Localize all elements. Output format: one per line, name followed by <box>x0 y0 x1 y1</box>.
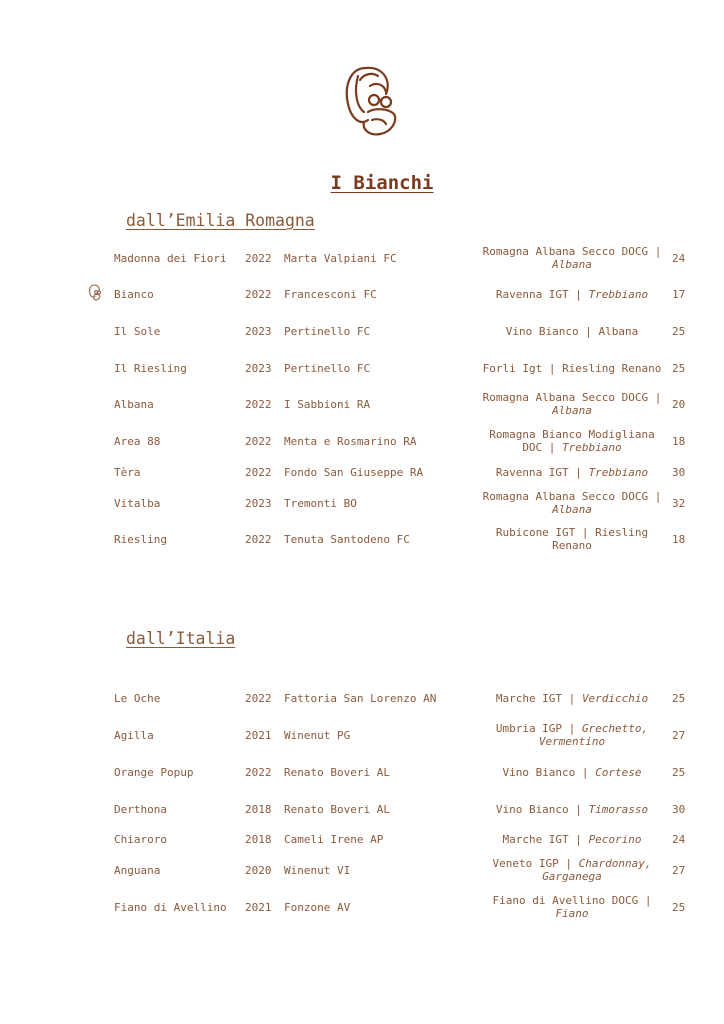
wine-appellation: Romagna Bianco Modigliana DOC | Trebbiano <box>489 428 655 454</box>
appellation-text: Vino Bianco <box>495 802 569 816</box>
appellation-text: Umbria IGP <box>495 722 563 735</box>
wine-producer <box>284 240 469 276</box>
wine-price-text: 18 <box>672 434 686 448</box>
wine-year-text: 2022 <box>245 251 272 265</box>
grape-text: Trebbiano <box>562 441 622 454</box>
wine-year-text: 2021 <box>245 900 272 914</box>
wine-name <box>114 485 239 521</box>
wine-name-text: Derthona <box>114 802 167 816</box>
wine-producer <box>284 680 469 716</box>
grape-text: Chardonnay, Garganega <box>542 857 652 883</box>
wine-name <box>114 852 239 888</box>
wine-year <box>245 313 281 349</box>
wine-appellation: Ravenna IGT | Trebbiano <box>495 465 649 479</box>
appellation-text: Marche IGT <box>502 832 569 846</box>
wine-price <box>672 350 696 386</box>
wine-name <box>114 521 239 557</box>
wine-name <box>114 350 239 386</box>
wine-price-text: 32 <box>672 496 686 510</box>
wine-producer <box>284 485 469 521</box>
wine-year-text: 2022 <box>245 287 272 301</box>
section-heading-italia: dall’Italia <box>126 629 236 648</box>
appellation-text: Romagna Albana Secco DOCG <box>482 490 649 503</box>
appellation-text: Rubicone IGT | Riesling Renano <box>495 526 649 552</box>
wine-row <box>0 521 724 557</box>
wine-price-text: 30 <box>672 802 686 816</box>
wine-row <box>0 240 724 276</box>
wine-price-text: 25 <box>672 691 686 705</box>
wine-name-text: Madonna dei Fiori <box>114 251 227 265</box>
brand-logo-icon <box>336 60 406 140</box>
appellation-text: Ravenna IGT <box>495 287 569 301</box>
wine-name-text: Il Riesling <box>114 361 187 375</box>
wine-row <box>0 717 724 753</box>
grape-text: Albana <box>552 258 592 271</box>
appellation-text: Vino Bianco | Albana <box>505 324 639 338</box>
wine-producer <box>284 852 469 888</box>
wine-producer-text: I Sabbioni RA <box>284 397 371 411</box>
wine-name-text: Vitalba <box>114 496 161 510</box>
wine-price <box>672 276 696 312</box>
wine-appellation: Vino Bianco | Timorasso <box>495 802 649 816</box>
wine-year-text: 2022 <box>245 434 272 448</box>
wine-name-text: Il Sole <box>114 324 161 338</box>
wine-name <box>114 754 239 790</box>
appellation-text: Vino Bianco <box>502 765 576 779</box>
wine-name <box>114 717 239 753</box>
wine-price <box>672 754 696 790</box>
wine-producer <box>284 313 469 349</box>
wine-appellation: Veneto IGP | Chardonnay, Garganega <box>492 857 652 883</box>
wine-row <box>0 276 724 312</box>
wine-year-text: 2022 <box>245 765 272 779</box>
grape-text: Timorasso <box>588 802 649 816</box>
wine-producer-text: Cameli Irene AP <box>284 832 384 846</box>
wine-year <box>245 717 281 753</box>
wine-producer-text: Winenut PG <box>284 728 351 742</box>
grape-text: Verdicchio <box>581 691 649 705</box>
wine-producer-text: Renato Boveri AL <box>284 802 390 816</box>
wine-name <box>114 386 239 422</box>
wine-appellation: Fiano di Avellino DOCG | Fiano <box>492 894 652 920</box>
wine-year <box>245 485 281 521</box>
wine-price-text: 25 <box>672 361 686 375</box>
wine-appellation: Romagna Albana Secco DOCG | Albana <box>482 245 662 271</box>
appellation-text: Veneto IGP <box>492 857 559 870</box>
wine-price-text: 24 <box>672 832 686 846</box>
wine-producer-text: Francesconi FC <box>284 287 377 301</box>
wine-name-text: Riesling <box>114 532 167 546</box>
wine-name-text: Tèra <box>114 465 141 479</box>
wine-row <box>0 680 724 716</box>
wine-producer-text: Fondo San Giuseppe RA <box>284 465 424 479</box>
wine-price <box>672 680 696 716</box>
grape-text: Trebbiano <box>588 465 649 479</box>
grape-text: Grechetto, Vermentino <box>538 722 649 748</box>
wine-name <box>114 240 239 276</box>
wine-price <box>672 717 696 753</box>
wine-year <box>245 386 281 422</box>
wine-price <box>672 852 696 888</box>
wine-row <box>0 350 724 386</box>
appellation-text: Romagna Albana Secco DOCG <box>482 245 649 258</box>
wine-appellation: Marche IGT | Pecorino <box>502 832 642 846</box>
wine-appellation <box>478 313 666 349</box>
wine-producer-text: Winenut VI <box>284 863 351 877</box>
appellation-text: Fiano di Avellino DOCG <box>492 894 639 907</box>
wine-price-text: 27 <box>672 863 686 877</box>
wine-producer-text: Menta e Rosmarino RA <box>284 434 417 448</box>
wine-year <box>245 754 281 790</box>
wine-year <box>245 276 281 312</box>
wine-row <box>0 852 724 888</box>
appellation-text: Romagna Albana Secco DOCG <box>482 391 649 404</box>
wine-price-text: 25 <box>672 765 686 779</box>
wine-producer <box>284 717 469 753</box>
wine-name <box>114 313 239 349</box>
wine-producer-text: Tremonti BO <box>284 496 357 510</box>
wine-year-text: 2022 <box>245 465 272 479</box>
appellation-text: Romagna Bianco Modigliana DOC <box>489 428 655 454</box>
wine-price <box>672 521 696 557</box>
wine-producer <box>284 754 469 790</box>
wine-year-text: 2022 <box>245 532 272 546</box>
wine-appellation: Romagna Albana Secco DOCG | Albana <box>482 490 662 516</box>
wine-year <box>245 852 281 888</box>
wine-producer-text: Pertinello FC <box>284 361 371 375</box>
wine-name-text: Anguana <box>114 863 161 877</box>
wine-price <box>672 485 696 521</box>
wine-producer <box>284 521 469 557</box>
grape-text: Trebbiano <box>588 287 649 301</box>
grape-text: Albana <box>552 503 592 516</box>
wine-appellation <box>478 521 666 557</box>
grape-text: Albana <box>552 404 592 417</box>
wine-year <box>245 889 281 925</box>
wine-price-text: 17 <box>672 287 686 301</box>
wine-price <box>672 313 696 349</box>
wine-appellation: Romagna Albana Secco DOCG | Albana <box>482 391 662 417</box>
appellation-text: Marche IGT <box>495 691 563 705</box>
wine-row <box>0 889 724 925</box>
wine-name-text: Chiaroro <box>114 832 167 846</box>
wine-appellation: Umbria IGP | Grechetto, Vermentino <box>495 722 649 748</box>
wine-year-text: 2022 <box>245 397 272 411</box>
wine-year-text: 2021 <box>245 728 272 742</box>
wine-year <box>245 350 281 386</box>
wine-year-text: 2022 <box>245 691 272 705</box>
wine-row <box>0 313 724 349</box>
grape-text: Fiano <box>555 907 589 920</box>
wine-price <box>672 386 696 422</box>
wine-price-text: 25 <box>672 900 686 914</box>
wine-name-text: Le Oche <box>114 691 161 705</box>
appellation-text: Ravenna IGT <box>495 465 569 479</box>
wine-name-text: Orange Popup <box>114 765 194 779</box>
wine-appellation: Marche IGT | Verdicchio <box>495 691 649 705</box>
wine-producer-text: Renato Boveri AL <box>284 765 390 779</box>
wine-producer-text: Tenuta Santodeno FC <box>284 532 410 546</box>
wine-appellation <box>478 350 666 386</box>
wine-year-text: 2018 <box>245 832 272 846</box>
wine-price-text: 24 <box>672 251 686 265</box>
wine-price <box>672 240 696 276</box>
wine-row <box>0 485 724 521</box>
wine-year-text: 2020 <box>245 863 272 877</box>
grape-text: Pecorino <box>588 832 642 846</box>
wine-row <box>0 386 724 422</box>
wine-name <box>114 889 239 925</box>
wine-year <box>245 240 281 276</box>
wine-appellation: Ravenna IGT | Trebbiano <box>495 287 649 301</box>
wine-name-text: Albana <box>114 397 154 411</box>
wine-price-text: 25 <box>672 324 686 338</box>
wine-year <box>245 521 281 557</box>
grape-text: Cortese <box>595 765 642 779</box>
wine-name <box>114 680 239 716</box>
appellation-text: Forli Igt | Riesling Renano <box>482 361 662 375</box>
wine-row <box>0 754 724 790</box>
wine-name-text: Bianco <box>114 287 154 301</box>
wine-producer <box>284 386 469 422</box>
wine-producer-text: Fonzone AV <box>284 900 351 914</box>
wine-name-text: Agilla <box>114 728 154 742</box>
wine-producer-text: Fattoria San Lorenzo AN <box>284 691 437 705</box>
wine-year-text: 2023 <box>245 361 272 375</box>
wine-producer <box>284 889 469 925</box>
section-heading-emilia-romagna: dall’Emilia Romagna <box>126 211 315 230</box>
wine-price-text: 30 <box>672 465 686 479</box>
wine-year-text: 2023 <box>245 496 272 510</box>
wine-price-text: 27 <box>672 728 686 742</box>
wine-producer-text: Marta Valpiani FC <box>284 251 397 265</box>
wine-year <box>245 680 281 716</box>
wine-price <box>672 889 696 925</box>
wine-year-text: 2018 <box>245 802 272 816</box>
wine-appellation: Vino Bianco | Cortese <box>502 765 642 779</box>
page-title: I Bianchi <box>330 172 434 194</box>
wine-producer <box>284 276 469 312</box>
wine-price-text: 20 <box>672 397 686 411</box>
wine-price-text: 18 <box>672 532 686 546</box>
wine-name-text: Fiano di Avellino <box>114 900 227 914</box>
wine-producer-text: Pertinello FC <box>284 324 371 338</box>
wine-producer <box>284 350 469 386</box>
wine-name-text: Area 88 <box>114 434 161 448</box>
wine-year-text: 2023 <box>245 324 272 338</box>
wine-name <box>114 276 239 312</box>
